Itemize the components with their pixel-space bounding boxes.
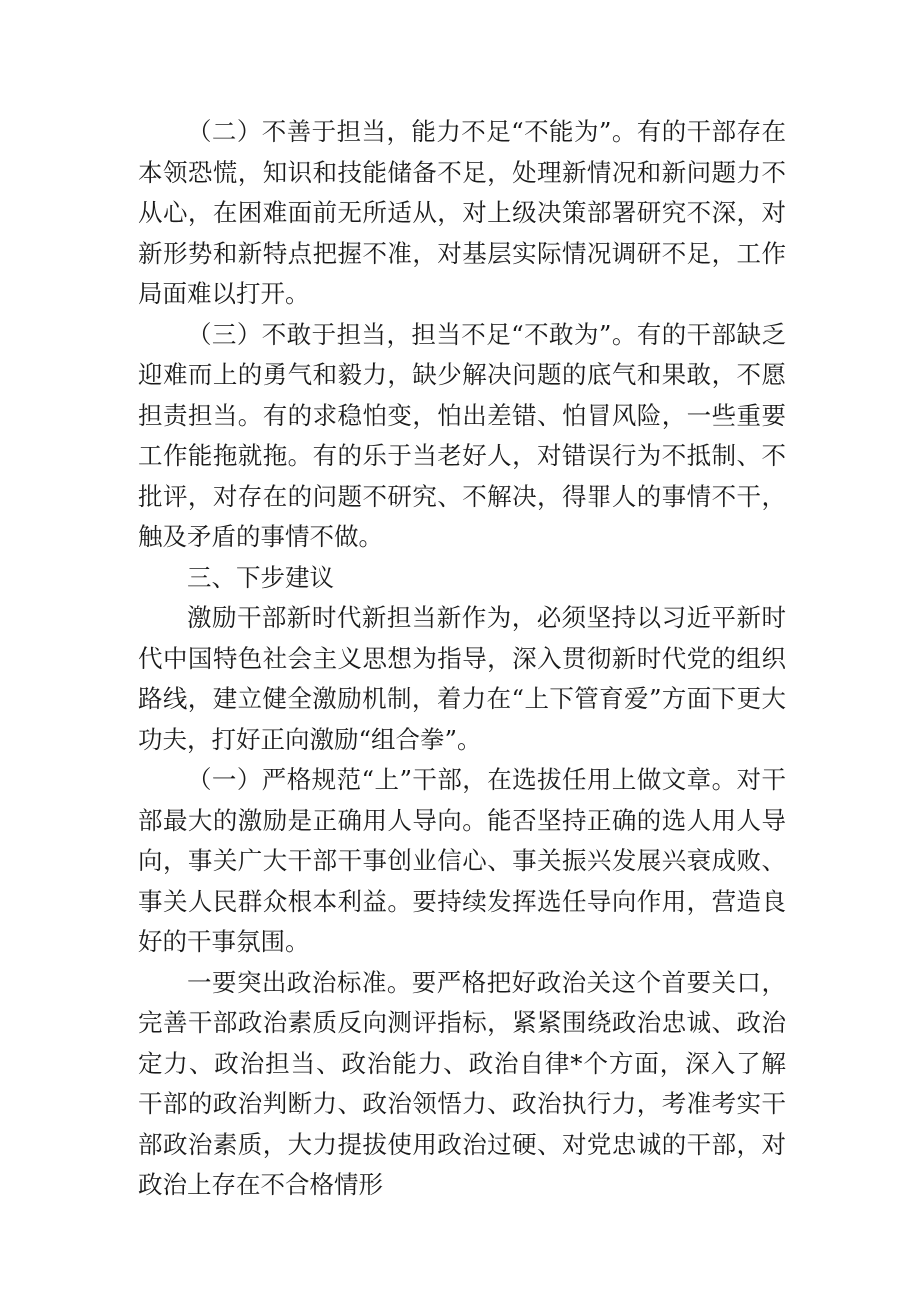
paragraph-political-standard: 一要突出政治标准。要严格把好政治关这个首要关口，完善干部政治素质反向测评指标，紧紧围绕政治忠诚、政治定力、政治担当、政治能力、政治自律*个方面，深入了解干部的政治判断力、政治领悟力、政治执行力，考准考实干部政治素质，大力提拔使用政治过硬、对党忠诚的干部，对政治上存在不合格情形 <box>138 967 786 1199</box>
paragraph-section-3: （三）不敢于担当，担当不足“不敢为”。有的干部缺乏迎难而上的勇气和毅力，缺少解决问题的底气和果敢，不愿担责担当。有的求稳怕变，怕出差错、怕冒风险，一些重要工作能拖就拖。有的乐于当老好人，对错误行为不抵制、不批评，对存在的问题不研究、不解决，得罪人的事情不干，触及矛盾的事情不做。 <box>138 319 786 551</box>
paragraph-section-2: （二）不善于担当，能力不足“不能为”。有的干部存在本领恐慌，知识和技能储备不足，处理新情况和新问题力不从心，在困难面前无所适从，对上级决策部署研究不深，对新形势和新特点把握不准，对基层实际情况调研不足，工作局面难以打开。 <box>138 117 786 308</box>
paragraph-intro: 激励干部新时代新担当新作为，必须坚持以习近平新时代中国特色社会主义思想为指导，深入贯彻新时代党的组织路线，建立健全激励机制，着力在“上下管育爱”方面下更大功夫，打好正向激励“组合拳”。 <box>138 603 786 754</box>
section-heading-next-steps: 三、下步建议 <box>187 562 334 592</box>
paragraph-subsection-1: （一）严格规范“上”干部，在选拔任用上做文章。对干部最大的激励是正确用人导向。能否坚持正确的选人用人导向，事关广大干部干事创业信心、事关振兴发展兴衰成败、事关人民群众根本利益。要持续发挥选任导向作用，营造良好的干事氛围。 <box>138 765 786 956</box>
document-body <box>138 112 786 1206</box>
